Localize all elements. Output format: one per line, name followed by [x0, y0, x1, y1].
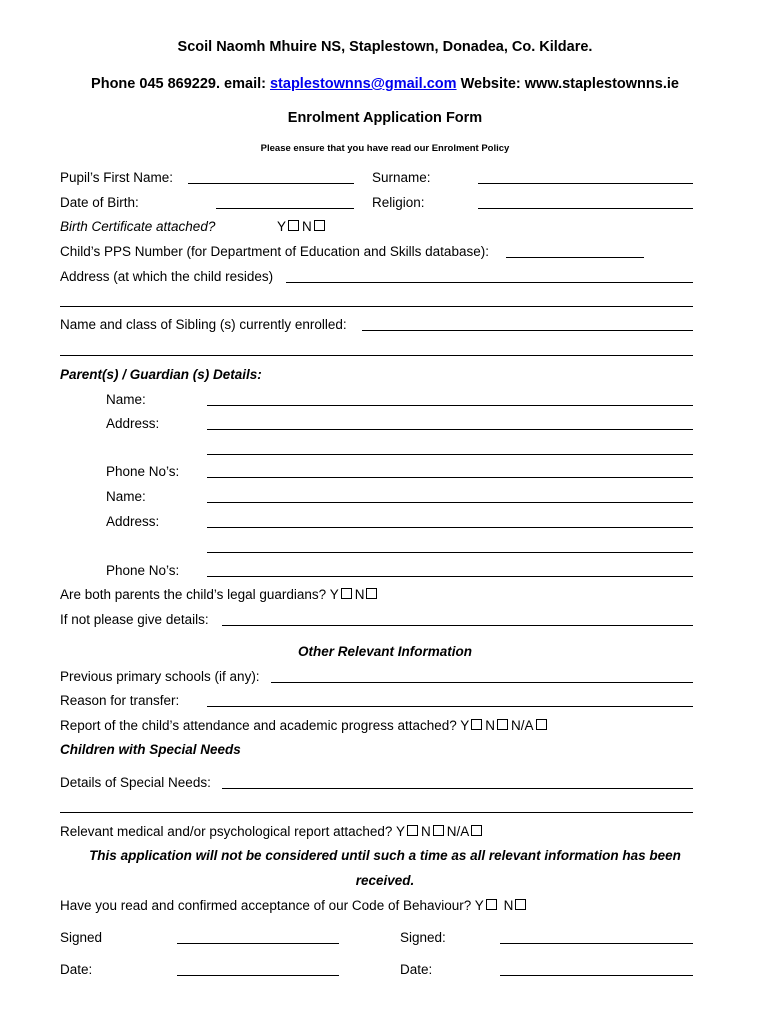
guardian1-name-label: Name:	[106, 392, 146, 407]
special-details-field-1[interactable]	[222, 788, 693, 789]
medical-no-checkbox[interactable]	[433, 825, 444, 836]
warning-line-1: This application will not be considered until such a time as all relevant information has been	[89, 848, 681, 863]
birth-cert-no: N	[302, 219, 312, 234]
legal-yes-checkbox[interactable]	[341, 588, 352, 599]
guardian1-phone-field[interactable]	[207, 477, 693, 478]
code-yes-checkbox[interactable]	[486, 899, 497, 910]
guardian1-address-field-2[interactable]	[207, 454, 693, 455]
code-question	[60, 898, 529, 913]
report-no: N	[485, 718, 496, 733]
report-na: N/A	[511, 718, 534, 733]
report-yes-checkbox[interactable]	[471, 719, 482, 730]
sibling-field-2[interactable]	[60, 355, 693, 356]
guardian2-address-field-2[interactable]	[207, 552, 693, 553]
guardian2-name-label: Name:	[106, 489, 146, 504]
birth-cert-no-checkbox[interactable]	[314, 220, 325, 231]
medical-no: N	[420, 824, 431, 839]
pps-field[interactable]	[506, 257, 644, 258]
medical-text: Relevant medical and/or psychological report attached?	[60, 824, 393, 839]
medical-na: N/A	[446, 824, 470, 839]
guardians-heading: Parent(s) / Guardian (s) Details:	[60, 367, 262, 382]
medical-yes: Y	[395, 824, 405, 839]
date-label-right: Date:	[400, 962, 433, 977]
website-text: Website: www.staplestownns.ie	[456, 76, 679, 92]
email-link[interactable]: staplestownns@gmail.com	[269, 76, 457, 92]
previous-schools-label: Previous primary schools (if any):	[60, 669, 260, 684]
address-field-1[interactable]	[286, 282, 693, 283]
first-name-field[interactable]	[188, 183, 354, 184]
guardian1-address-field-1[interactable]	[207, 429, 693, 430]
guardian2-phone-label: Phone No’s:	[106, 563, 180, 578]
details-label: If not please give details:	[60, 612, 209, 627]
date-field-left[interactable]	[177, 975, 339, 976]
previous-schools-field[interactable]	[271, 682, 693, 683]
dob-label: Date of Birth:	[60, 195, 139, 210]
phone-text: Phone 045 869229. email:	[91, 76, 270, 92]
report-text: Report of the child’s attendance and academic progress attached?	[60, 718, 457, 733]
signed-field-right[interactable]	[500, 943, 693, 944]
guardian1-address-label: Address:	[106, 416, 160, 431]
surname-label: Surname:	[372, 170, 431, 185]
report-question	[60, 718, 550, 733]
guardian2-address-field-1[interactable]	[207, 527, 693, 528]
medical-yes-checkbox[interactable]	[407, 825, 418, 836]
guardian1-phone-label: Phone No’s:	[106, 464, 180, 479]
surname-field[interactable]	[478, 183, 693, 184]
religion-field[interactable]	[478, 208, 693, 209]
pps-label: Child’s PPS Number (for Department of Education and Skills database):	[60, 244, 489, 259]
birth-cert-options	[277, 219, 328, 234]
medical-na-checkbox[interactable]	[471, 825, 482, 836]
first-name-label: Pupil’s First Name:	[60, 170, 174, 185]
legal-no: N	[354, 587, 365, 602]
policy-note: Please ensure that you have read our Enrolment Policy	[260, 143, 510, 154]
legal-guardians-text: Are both parents the child’s legal guardians?	[60, 587, 327, 602]
details-field[interactable]	[222, 625, 693, 626]
guardian2-name-field[interactable]	[207, 502, 693, 503]
signed-label-left: Signed	[60, 930, 103, 945]
address-label: Address (at which the child resides)	[60, 269, 274, 284]
code-text: Have you read and confirmed acceptance of our Code of Behaviour?	[60, 898, 472, 913]
code-no-checkbox[interactable]	[515, 899, 526, 910]
legal-guardians-question	[60, 587, 380, 602]
sibling-field-1[interactable]	[362, 330, 693, 331]
guardian2-address-label: Address:	[106, 514, 160, 529]
birth-cert-yes-checkbox[interactable]	[288, 220, 299, 231]
signed-label-right: Signed:	[400, 930, 446, 945]
code-no: N	[503, 898, 514, 913]
date-label-left: Date:	[60, 962, 93, 977]
special-heading: Children with Special Needs	[60, 742, 241, 757]
reason-label: Reason for transfer:	[60, 693, 180, 708]
warning-line-2: received.	[355, 873, 415, 888]
special-details-field-2[interactable]	[60, 812, 693, 813]
legal-no-checkbox[interactable]	[366, 588, 377, 599]
form-title: Enrolment Application Form	[287, 110, 483, 126]
special-details-label: Details of Special Needs:	[60, 775, 211, 790]
report-na-checkbox[interactable]	[536, 719, 547, 730]
address-field-2[interactable]	[60, 306, 693, 307]
date-field-right[interactable]	[500, 975, 693, 976]
birth-cert-yes: Y	[277, 219, 287, 234]
medical-question	[60, 824, 485, 839]
guardian2-phone-field[interactable]	[207, 576, 693, 577]
birth-cert-label: Birth Certificate attached?	[60, 219, 216, 234]
reason-field[interactable]	[207, 706, 693, 707]
religion-label: Religion:	[372, 195, 425, 210]
dob-field[interactable]	[216, 208, 354, 209]
report-no-checkbox[interactable]	[497, 719, 508, 730]
school-name: Scoil Naomh Mhuire NS, Staplestown, Donadea, Co. Kildare.	[177, 39, 593, 55]
contact-line	[0, 76, 770, 92]
signed-field-left[interactable]	[177, 943, 339, 944]
guardian1-name-field[interactable]	[207, 405, 693, 406]
code-yes: Y	[474, 898, 484, 913]
legal-yes: Y	[329, 587, 339, 602]
sibling-label: Name and class of Sibling (s) currently enrolled:	[60, 317, 347, 332]
report-yes: Y	[460, 718, 470, 733]
other-heading: Other Relevant Information	[297, 644, 473, 659]
